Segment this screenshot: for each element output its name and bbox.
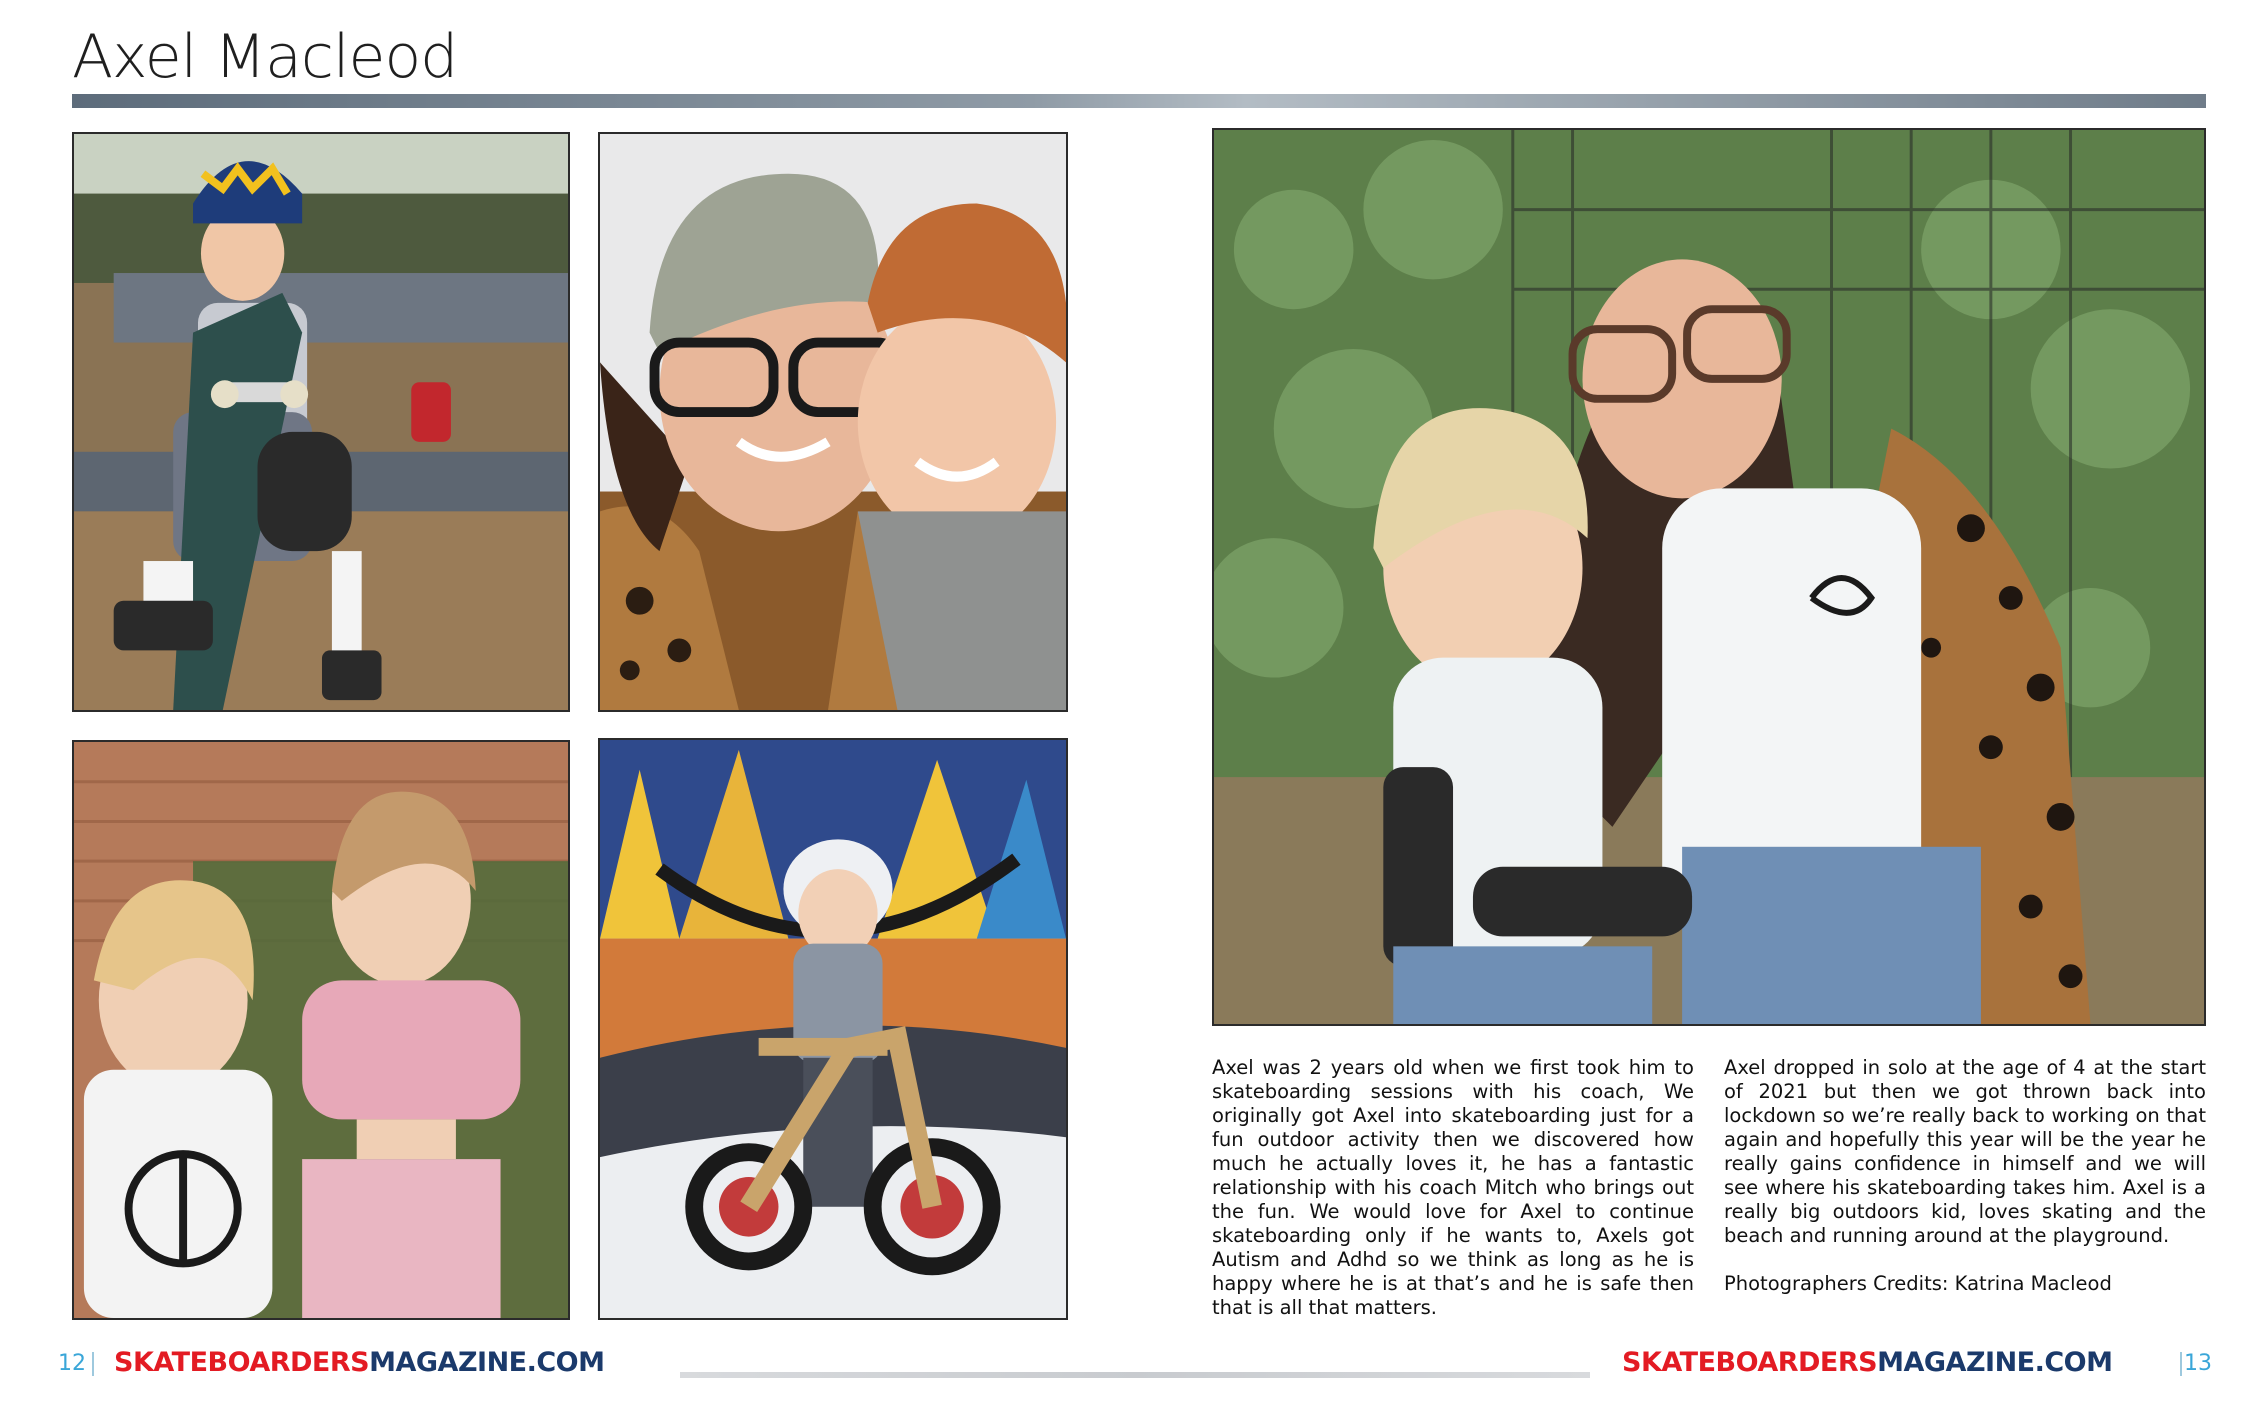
page-number-right: 13: [2184, 1351, 2212, 1376]
photo-boy-and-sister: [72, 740, 570, 1320]
brand-wordmark-right: [1622, 1347, 2113, 1378]
footer-bar: [680, 1372, 1590, 1378]
photo-toddler-balance-bike: [598, 738, 1068, 1320]
brand-wordmark-part: SKATEBOARDERS: [114, 1347, 370, 1378]
footer-separator: [2180, 1352, 2182, 1376]
photo-boy-with-skateboard: [72, 132, 570, 712]
page-title: Axel Macleod: [72, 22, 458, 92]
brand-wordmark-part: SKATEBOARDERS: [1622, 1347, 1878, 1378]
title-divider: [72, 94, 2206, 108]
brand-wordmark-part: MAGAZINE.COM: [369, 1347, 605, 1378]
photo-credits: Photographers Credits: Katrina Macleod: [1724, 1272, 2112, 1295]
footer-separator: [92, 1352, 94, 1376]
photo-mother-and-son-selfie: [598, 132, 1068, 712]
article-column-right: [1724, 1056, 2206, 1320]
brand-wordmark-left: [114, 1347, 605, 1378]
photo-mother-and-son-garden: [1212, 128, 2206, 1026]
article-paragraph: Axel dropped in solo at the age of 4 at the start of 2021 but then we got thrown back into lockdown so we’re really back to working on that again and hopefully this year will be the year he really gains confidence in himself and we will see where his skateboarding takes him. Axel is a really big outdoors kid, loves skating and the beach and running around at the playground.: [1724, 1056, 2206, 1247]
brand-wordmark-part: MAGAZINE.COM: [1877, 1347, 2113, 1378]
article-paragraph: Axel was 2 years old when we first took him to skateboarding sessions with his coach, We originally got Axel into skateboarding just for a fun outdoor activity then we discovered how much he actually loves it, he has a fantastic relationship with his coach Mitch who brings out the fun. We would love for Axel to continue skateboarding only if he wants to, Axels got Autism and Adhd so we think as long as he is happy where he is at that’s and he is safe then that is all that matters.: [1212, 1056, 1694, 1319]
article-column-left: [1212, 1056, 1694, 1344]
page-number-left: 12: [58, 1351, 86, 1376]
